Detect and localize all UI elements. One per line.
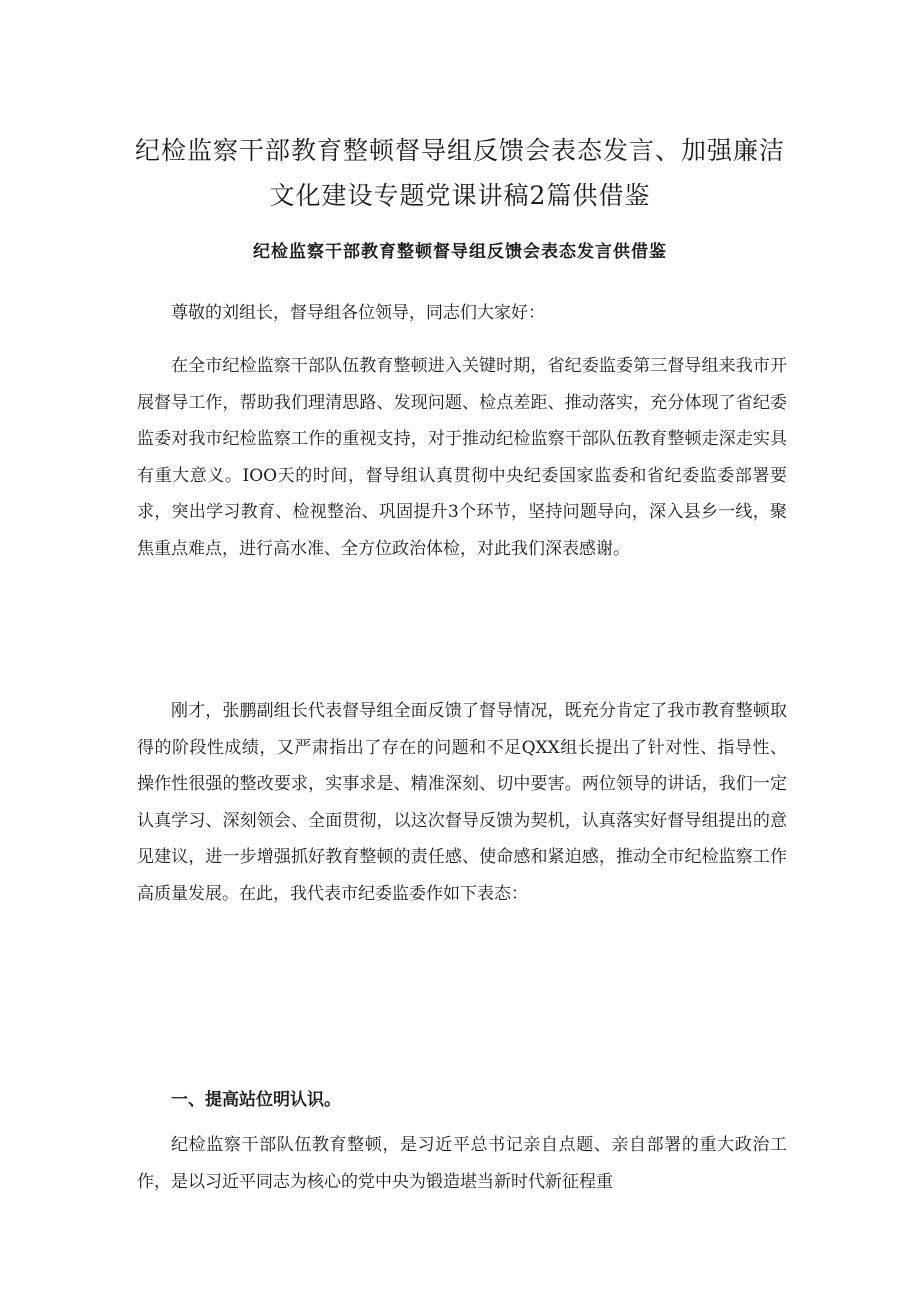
document-subtitle: 纪检监察干部教育整顿督导组反馈会表态发言供借鉴	[253, 242, 667, 262]
body-paragraph-1: 在全市纪检监察干部队伍教育整顿进入关键时期，省纪委监委第三督导组来我市开展督导工作，帮助我们理清思路、发现问题、检点差距、推动落实，充分体现了省纪委监委对我市纪检监察工作的重视支持，对于推动纪检监察干部队伍教育整顿走深走实具有重大意义。IOO天的时间，督导组认真贯彻中央纪委国家监委和省纪委监委部署要求，突出学习教育、检视整治、巩固提升3个环节，坚持问题导向，深入县乡一线，聚焦重点难点，进行高水准、全方位政治体检，对此我们深表感谢。	[137, 356, 787, 559]
greeting-paragraph: 尊敬的刘组长，督导组各位领导，同志们大家好：	[171, 303, 545, 323]
section-heading-1: 一、提高站位明认识。	[171, 1090, 341, 1110]
body-paragraph-2: 刚才，张鹏副组长代表督导组全面反馈了督导情况，既充分肯定了我市教育整顿取得的阶段性成绩，又严肃指出了存在的问题和不足QXX组长提出了针对性、指导性、操作性很强的整改要求，实事求是、精准深刻、切中要害。两位领导的讲话，我们一定认真学习、深刻领会、全面贯彻，以这次督导反馈为契机，认真落实好督导组提出的意见建议，进一步增强抓好教育整顿的责任感、使命感和紧迫感，推动全市纪检监察工作高质量发展。在此，我代表市纪委监委作如下表态：	[137, 701, 787, 904]
document-title: 纪检监察干部教育整顿督导组反馈会表态发言、加强廉洁文化建设专题党课讲稿2篇供借鉴	[134, 136, 785, 210]
section-1-paragraph: 纪检监察干部队伍教育整顿，是习近平总书记亲自点题、亲自部署的重大政治工作，是以习近平同志为核心的党中央为锻造堪当新时代新征程重	[137, 1135, 787, 1192]
